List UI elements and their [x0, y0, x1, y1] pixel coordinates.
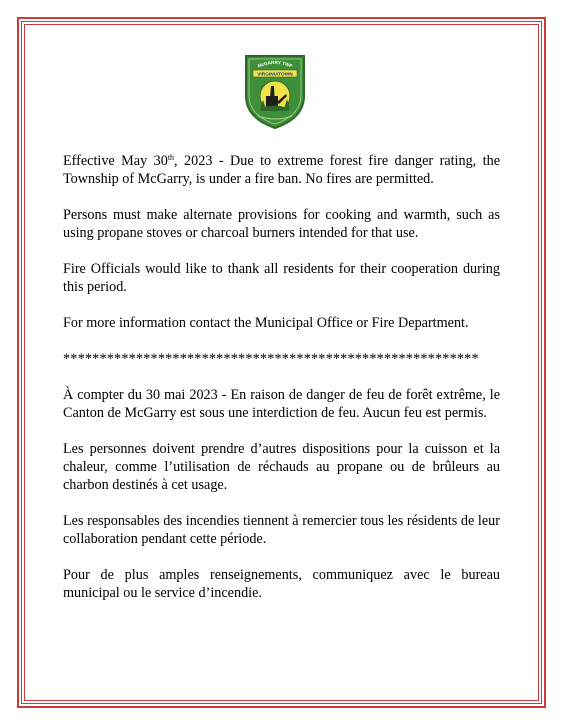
crest-top-text: McGARRY TWP	[256, 59, 294, 69]
english-paragraph-1: Effective May 30th, 2023 - Due to extreme forest fire danger rating, the Township of McGarry, is under a fire ban. No fires are permitted.	[63, 153, 501, 187]
french-paragraph-2: Les personnes doivent prendre d’autres dispositions pour la cuisson et la chaleur, comme l’utilisation de réchauds au propane ou de brûleurs au charbon destinés à cet usage.	[63, 441, 500, 493]
french-paragraph-1: À compter du 30 mai 2023 - En raison de danger de feu de forêt extrême, le Canton de McGarry est sous une interdiction de feu. Aucun feu est permis.	[63, 387, 500, 421]
english-paragraph-4: For more information contact the Municipal Office or Fire Department.	[63, 315, 469, 331]
crest-banner-text: VIRGINIATOWN	[257, 72, 293, 78]
french-paragraph-3: Les responsables des incendies tiennent à remercier tous les résidents de leur collaboration pendant cette période.	[63, 513, 500, 547]
notice-body	[63, 152, 500, 620]
english-paragraph-2: Persons must make alternate provisions for cooking and warmth, such as using propane stoves or charcoal burners intended for that use.	[63, 207, 500, 241]
french-paragraph-4: Pour de plus amples renseignements, communiquez avec le bureau municipal ou le service d’incendie.	[63, 567, 500, 601]
english-paragraph-3: Fire Officials would like to thank all residents for their cooperation during this period.	[63, 261, 500, 295]
township-crest-logo	[244, 52, 306, 130]
language-separator: *********************************************************	[63, 351, 479, 367]
